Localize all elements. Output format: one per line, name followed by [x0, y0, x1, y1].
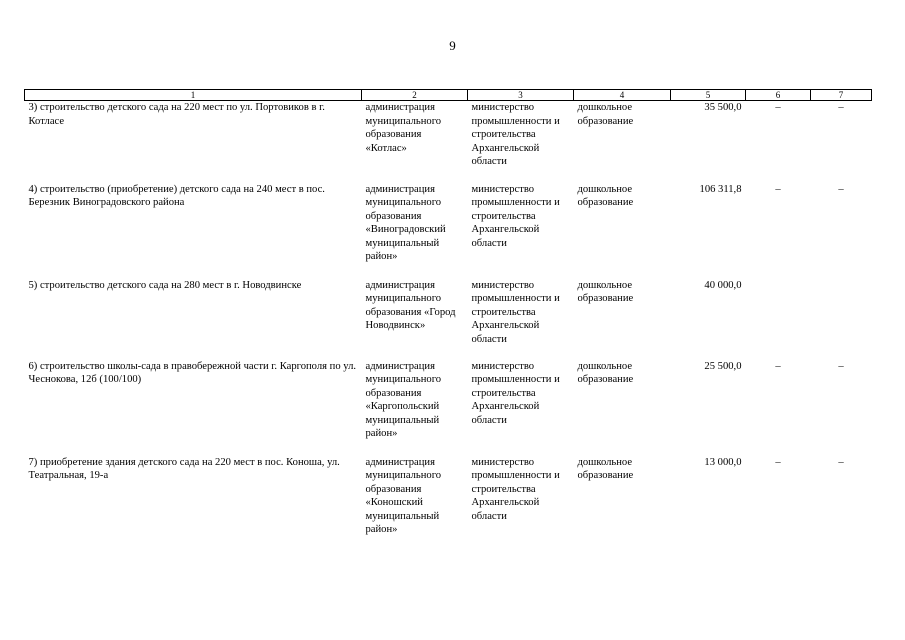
responsible-admin: администрация муниципального образования «Город Новодвинск»: [365, 279, 456, 331]
column-number: 5: [671, 90, 746, 101]
amount: 25 500,0: [704, 360, 742, 372]
table-row: [25, 279, 872, 360]
responsible-ministry: министерство промышленности и строительства Архангельской области: [471, 279, 560, 345]
responsible-admin: администрация муниципального образования «Котлас»: [365, 102, 442, 154]
program-table: [24, 89, 872, 546]
col6-value: –: [775, 360, 781, 372]
object-name: 4) строительство (приобретение) детского сада на 240 мест в пос. Березник Виноградовского района: [28, 183, 325, 208]
column-number: 4: [574, 90, 671, 101]
amount: 13 000,0: [704, 456, 742, 468]
sector: дошкольное образование: [577, 279, 634, 304]
responsible-ministry: министерство промышленности и строительства Архангельской области: [471, 456, 560, 522]
sector: дошкольное образование: [577, 183, 634, 208]
col6-value: –: [775, 456, 781, 468]
sector: дошкольное образование: [577, 456, 634, 481]
responsible-admin: администрация муниципального образования «Каргопольский муниципальный район»: [365, 360, 442, 439]
col6-value: –: [775, 102, 781, 113]
amount: 106 311,8: [699, 183, 742, 195]
col7-value: –: [838, 360, 844, 372]
page-number: 9: [449, 38, 456, 53]
responsible-admin: администрация муниципального образования «Коношский муниципальный район»: [365, 456, 442, 535]
amount: 40 000,0: [704, 279, 742, 291]
column-number: 1: [25, 90, 362, 101]
table-row: [25, 183, 872, 279]
column-number: 2: [362, 90, 468, 101]
col6-value: –: [775, 183, 781, 195]
column-number: 7: [811, 90, 872, 101]
col7-value: –: [838, 456, 844, 468]
column-number: 6: [746, 90, 811, 101]
table-row: [25, 456, 872, 546]
col7-value: [811, 279, 872, 360]
responsible-ministry: министерство промышленности и строительства Архангельской области: [471, 183, 560, 249]
amount: 35 500,0: [704, 102, 742, 113]
responsible-ministry: министерство промышленности и строительства Архангельской области: [471, 102, 560, 167]
responsible-admin: администрация муниципального образования «Виноградовский муниципальный район»: [365, 183, 446, 262]
column-number-row: [25, 90, 872, 101]
responsible-ministry: министерство промышленности и строительства Архангельской области: [471, 360, 560, 426]
sector: дошкольное образование: [577, 102, 634, 127]
table-row: [25, 101, 872, 183]
sector: дошкольное образование: [577, 360, 634, 385]
column-number: 3: [468, 90, 574, 101]
object-name: 5) строительство детского сада на 280 мест в г. Новодвинске: [28, 279, 302, 291]
col6-value: [746, 279, 811, 360]
table-row: [25, 360, 872, 456]
object-name: 7) приобретение здания детского сада на 220 мест в пос. Коноша, ул. Театральная, 19-а: [28, 456, 340, 481]
col7-value: –: [838, 183, 844, 195]
object-name: 6) строительство школы-сада в правобережной части г. Каргополя по ул. Чеснокова, 12б (100/100): [28, 360, 357, 385]
col7-value: –: [838, 102, 844, 113]
object-name: 3) строительство детского сада на 220 мест по ул. Портовиков в г. Котласе: [28, 102, 325, 127]
